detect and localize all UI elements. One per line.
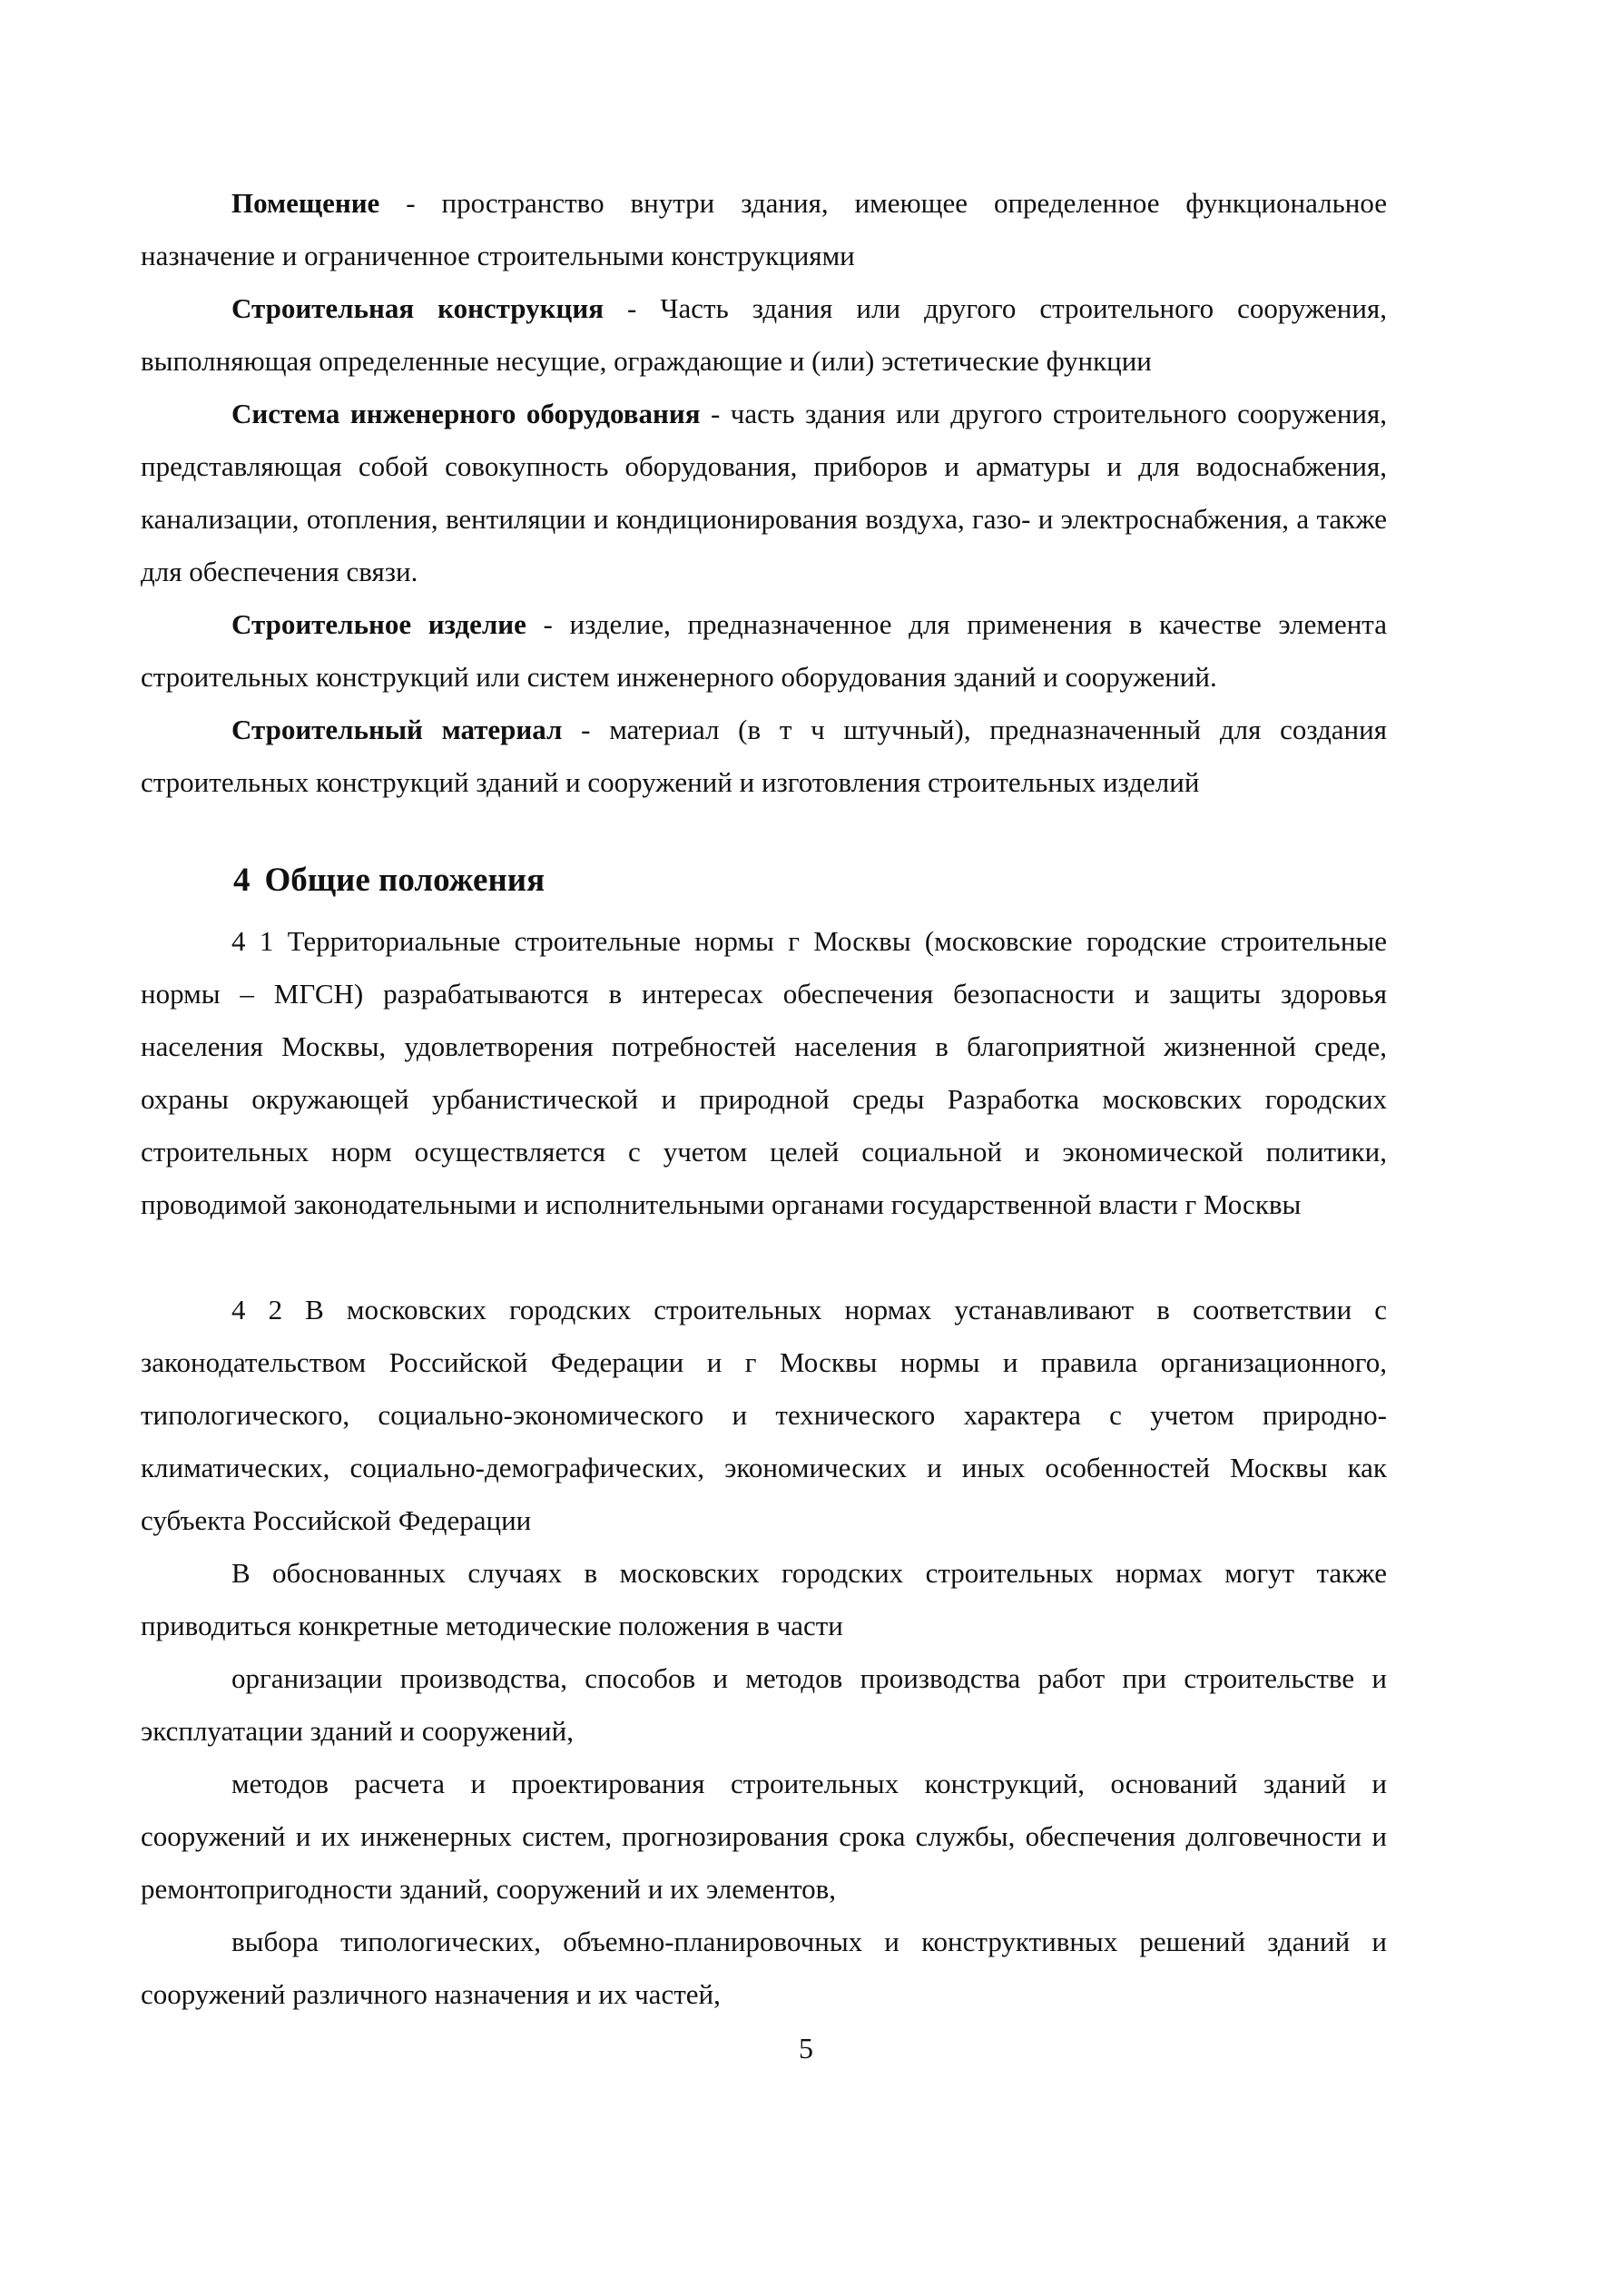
section-heading xyxy=(233,853,545,908)
section-title: Общие положения xyxy=(264,862,546,899)
paragraph-organization: организации производства, способов и методов производства работ при строительстве и эксплуатации зданий и сооружений, xyxy=(141,1662,1387,1747)
definition-sistema-inzhenernogo-oborudovaniya xyxy=(141,388,1387,598)
paragraph-selection: выбора типологических, объемно-планировочных и конструктивных решений зданий и сооружений различного назначения и их частей, xyxy=(141,1926,1387,2010)
definition-text: - Часть здания или другого строительного сооружения, выполняющая определенные несущие, ограждающие и (или) эстетические функции xyxy=(141,292,1387,377)
definition-pomeshchenie xyxy=(141,177,1387,282)
definition-term: Строительный материал xyxy=(231,714,563,745)
definition-term: Строительная конструкция xyxy=(231,292,604,324)
definition-text: - часть здания или другого строительного сооружения, представляющая собой совокупность оборудования, приборов и арматуры и для водоснабжения, канализации, отопления, вентиляции и кондиционирования воздуха, газо- и электроснабжения, а также для обеспечения связи. xyxy=(141,398,1388,587)
definition-term: Помещение xyxy=(231,187,380,219)
definition-stroitelnoe-izdelie xyxy=(141,598,1387,704)
paragraph-4-1: 4 1 Территориальные строительные нормы г Москвы (московские городские строительные нормы – МГСН) разрабатываются в интересах обеспечения безопасности и защиты здоровья населения Москвы, удовлетворения потребностей населения в благоприятной жизненной среде, охраны окружающей урбанистической и природной среды Разработка московских городских строительных норм осуществляется с учетом целей социальной и экономической политики, проводимой законодательными и исполнительными органами государственной власти г Москвы xyxy=(141,925,1387,1220)
definition-stroitelnyi-material xyxy=(141,704,1387,809)
definition-text: - материал (в т ч штучный), предназначенный для создания строительных конструкций зданий и сооружений и изготовления строительных изделий xyxy=(141,714,1387,798)
definition-text: - изделие, предназначенное для применения в качестве элемента строительных конструкций или систем инженерного оборудования зданий и сооружений. xyxy=(141,608,1387,693)
paragraph-justified-cases: В обоснованных случаях в московских городских строительных нормах могут также приводиться конкретные методические положения в части xyxy=(141,1557,1387,1641)
paragraph-4-2: 4 2 В московских городских строительных нормах устанавливают в соответствии с законодательством Российской Федерации и г Москвы нормы и правила организационного, типологического, социально-экономического и технического характера с учетом природно-климатических, социально-демографических, экономических и иных особенностей Москвы как субъекта Российской Федерации xyxy=(141,1294,1387,1536)
definition-term: Система инженерного оборудования xyxy=(231,398,701,429)
definition-stroitelnaya-konstrukciya xyxy=(141,282,1387,388)
paragraph-methods: методов расчета и проектирования строительных конструкций, оснований зданий и сооружений и их инженерных систем, прогнозирования срока службы, обеспечения долговечности и ремонтопригодности зданий, сооружений и их элементов, xyxy=(141,1768,1387,1905)
page-number: 5 xyxy=(799,2032,813,2064)
section-number: 4 xyxy=(233,862,251,899)
definition-text: - пространство внутри здания, имеющее определенное функциональное назначение и ограниченное строительными конструкциями xyxy=(141,187,1387,271)
definition-term: Строительное изделие xyxy=(231,608,526,640)
